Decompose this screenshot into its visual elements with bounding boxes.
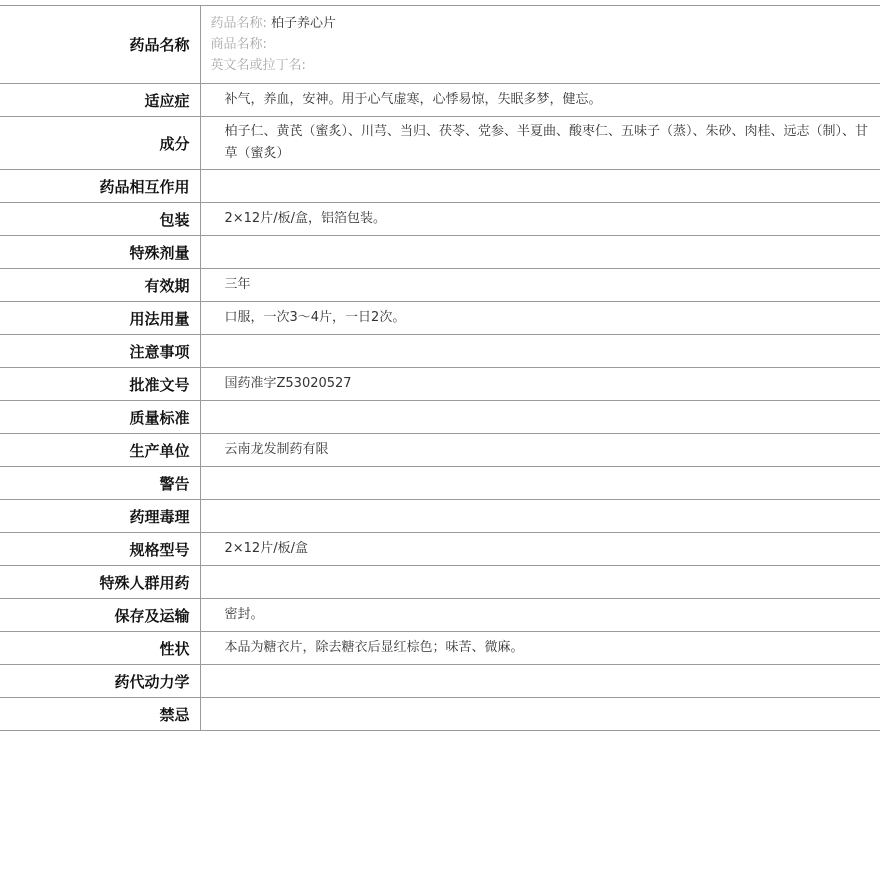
generic-name-value: 柏子养心片 xyxy=(271,16,337,31)
row-value xyxy=(200,467,880,500)
generic-name-key: 药品名称: xyxy=(210,16,267,31)
latin-name-key: 英文名或拉丁名: xyxy=(210,58,306,73)
generic-name-line xyxy=(211,13,880,34)
row-label: 警告 xyxy=(0,467,200,500)
row-label: 适应症 xyxy=(0,84,200,117)
table-row xyxy=(0,84,880,117)
table-row xyxy=(0,170,880,203)
table-row xyxy=(0,302,880,335)
row-label: 性状 xyxy=(0,632,200,665)
table-row xyxy=(0,117,880,170)
row-value: 补气，养血，安神。用于心气虚寒，心悸易惊，失眠多梦，健忘。 xyxy=(200,84,880,117)
table-row xyxy=(0,335,880,368)
row-label: 禁忌 xyxy=(0,698,200,731)
row-value: 口服，一次3～4片，一日2次。 xyxy=(200,302,880,335)
row-value: 2×12片/板/盒 xyxy=(200,533,880,566)
row-label: 注意事项 xyxy=(0,335,200,368)
row-label: 生产单位 xyxy=(0,434,200,467)
row-label: 特殊剂量 xyxy=(0,236,200,269)
row-label: 批准文号 xyxy=(0,368,200,401)
drug-info-table xyxy=(0,5,880,731)
table-row xyxy=(0,533,880,566)
table-row xyxy=(0,236,880,269)
row-value: 国药准字Z53020527 xyxy=(200,368,880,401)
table-row xyxy=(0,269,880,302)
table-row xyxy=(0,500,880,533)
row-value xyxy=(200,401,880,434)
table-row xyxy=(0,632,880,665)
row-value xyxy=(200,698,880,731)
row-value xyxy=(200,170,880,203)
row-label-drug-name: 药品名称 xyxy=(0,6,200,84)
trade-name-key: 商品名称: xyxy=(210,37,267,52)
table-row xyxy=(0,401,880,434)
drug-name-cell xyxy=(200,6,880,84)
table-row xyxy=(0,665,880,698)
row-value xyxy=(200,500,880,533)
row-value: 云南龙发制药有限 xyxy=(200,434,880,467)
latin-name-line xyxy=(211,55,880,76)
row-label: 药品相互作用 xyxy=(0,170,200,203)
row-value xyxy=(200,566,880,599)
table-row xyxy=(0,566,880,599)
row-label: 成分 xyxy=(0,117,200,170)
table-row-drug-name xyxy=(0,6,880,84)
row-value: 三年 xyxy=(200,269,880,302)
row-value: 柏子仁、黄芪（蜜炙）、川芎、当归、茯苓、党参、半夏曲、酸枣仁、五味子（蒸）、朱砂、肉桂、远志（制）、甘草（蜜炙） xyxy=(200,117,880,170)
row-label: 用法用量 xyxy=(0,302,200,335)
row-label: 特殊人群用药 xyxy=(0,566,200,599)
row-label: 包装 xyxy=(0,203,200,236)
table-row xyxy=(0,467,880,500)
row-label: 药理毒理 xyxy=(0,500,200,533)
table-row xyxy=(0,203,880,236)
row-value xyxy=(200,665,880,698)
row-label: 有效期 xyxy=(0,269,200,302)
trade-name-line xyxy=(211,34,880,55)
row-value xyxy=(200,335,880,368)
row-value xyxy=(200,236,880,269)
row-label: 规格型号 xyxy=(0,533,200,566)
row-label: 保存及运输 xyxy=(0,599,200,632)
table-row xyxy=(0,368,880,401)
table-row xyxy=(0,434,880,467)
row-label: 质量标准 xyxy=(0,401,200,434)
table-row xyxy=(0,599,880,632)
row-label: 药代动力学 xyxy=(0,665,200,698)
row-value: 密封。 xyxy=(200,599,880,632)
table-row xyxy=(0,698,880,731)
row-value: 2×12片/板/盒，铝箔包装。 xyxy=(200,203,880,236)
row-value: 本品为糖衣片，除去糖衣后显红棕色；味苦、微麻。 xyxy=(200,632,880,665)
